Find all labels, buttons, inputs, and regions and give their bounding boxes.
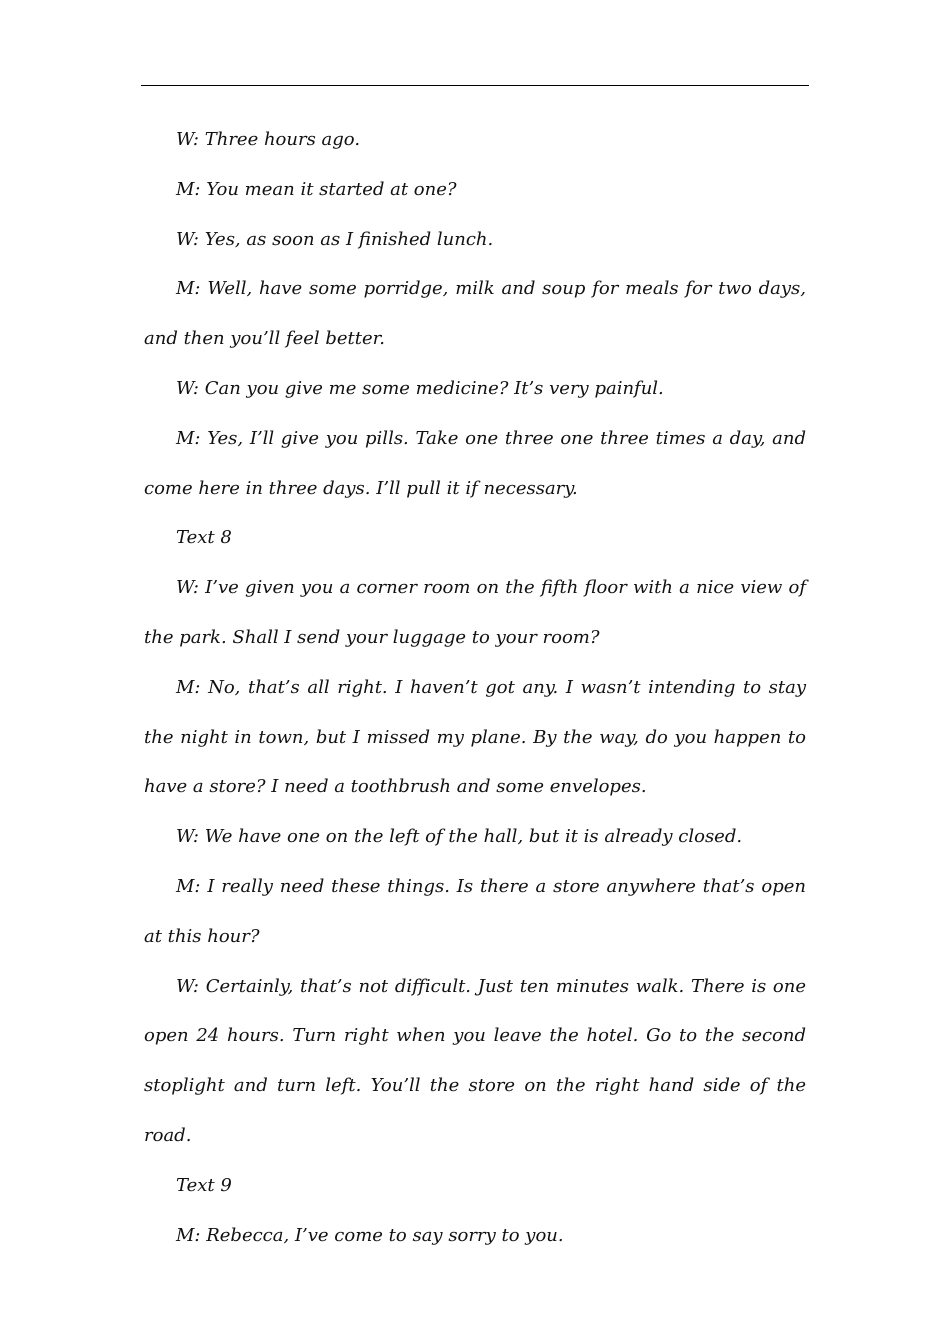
paragraph: M: Yes, I’ll give you pills. Take one three one three times a day, and come here in three days. I’ll pull it if necessary. bbox=[144, 427, 806, 499]
header-rule bbox=[141, 85, 809, 86]
paragraph: M: No, that’s all right. I haven’t got any. I wasn’t intending to stay the night in town, but I missed my plane. By the way, do you happen to have a store? I need a toothbrush and some envelopes. bbox=[144, 676, 806, 798]
paragraph: W: I’ve given you a corner room on the fifth floor with a nice view of the park. Shall I send your luggage to your room? bbox=[144, 577, 806, 648]
paragraph: W: We have one on the left of the hall, but it is already closed. bbox=[176, 826, 743, 848]
section-heading: Text 8 bbox=[176, 527, 232, 549]
document-body bbox=[144, 115, 806, 1260]
paragraph: M: You mean it started at one? bbox=[176, 178, 457, 200]
paragraph: W: Yes, as soon as I finished lunch. bbox=[176, 228, 494, 250]
section-heading: Text 9 bbox=[176, 1174, 232, 1196]
paragraph: M: Rebecca, I’ve come to say sorry to you. bbox=[176, 1224, 564, 1246]
paragraph: W: Three hours ago. bbox=[176, 129, 361, 150]
paragraph: M: I really need these things. Is there a store anywhere that’s open at this hour? bbox=[144, 875, 806, 947]
paragraph: M: Well, have some porridge, milk and soup for meals for two days, and then you’ll feel better. bbox=[144, 278, 806, 350]
paragraph: W: Can you give me some medicine? It’s very painful. bbox=[176, 377, 664, 399]
paragraph: W: Certainly, that’s not difficult. Just ten minutes walk. There is one open 24 hours. Turn right when you leave the hotel. Go to the second stoplight and turn left. You’ll the store on the right hand side of the road. bbox=[144, 975, 806, 1146]
